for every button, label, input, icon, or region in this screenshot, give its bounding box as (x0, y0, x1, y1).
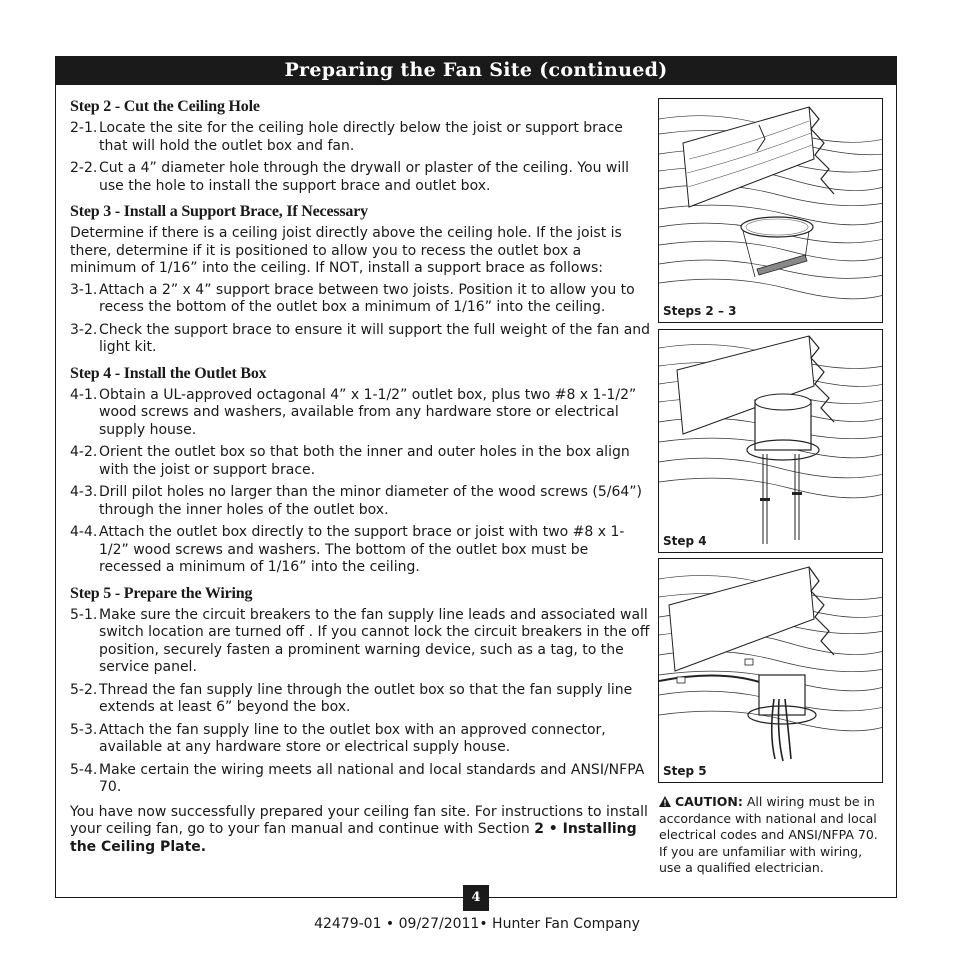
item-number: 2-1. (70, 120, 98, 136)
item-text: Attach the outlet box directly to the support brace or joist with two #8 x 1-1/2” wood screws and washers. The bottom of the outlet box must be recessed a minimum of 1/16” into the ceiling. (99, 524, 625, 575)
caution-label: CAUTION: (674, 794, 743, 809)
figure-label: Steps 2 – 3 (663, 304, 737, 318)
item-text: Locate the site for the ceiling hole directly below the joist or support brace that will hold the outlet box and fan. (99, 120, 623, 154)
list-item (70, 524, 652, 577)
item-number: 5-1. (70, 606, 98, 623)
item-text: Make sure the circuit breakers to the fan supply line leads and associated wall switch location are turned off . If you cannot lock the circuit breakers in the off position, securely fasten a prominent warning device, such as a tag, to the service panel. (99, 606, 650, 675)
item-number: 5-4. (70, 761, 98, 778)
item-text: Thread the fan supply line through the outlet box so that the fan supply line extends at least 6” beyond the box. (99, 681, 633, 715)
list-item (70, 322, 652, 357)
item-text: Attach a 2” x 4” support brace between two joists. Position it to allow you to recess the bottom of the outlet box a minimum of 1/16” into the ceiling. (99, 281, 635, 315)
item-text: Make certain the wiring meets all national and local standards and ANSI/NFPA 70. (99, 761, 645, 795)
item-text: Obtain a UL-approved octagonal 4” x 1-1/2” outlet box, plus two #8 x 1-1/2” wood screws and washers, available from any hardware store or electrical supply house. (99, 386, 637, 438)
step-5-section (70, 584, 652, 797)
list-item (70, 484, 652, 519)
item-text: Attach the fan supply line to the outlet box with an approved connector, available at any hardware store or electrical supply house. (99, 721, 606, 755)
figure-step-5 (658, 558, 883, 783)
warning-triangle-icon (659, 796, 671, 807)
step-4-heading: Step 4 - Install the Outlet Box (70, 364, 267, 382)
step-3-heading: Step 3 - Install a Support Brace, If Necessary (70, 203, 368, 220)
list-item (70, 762, 652, 797)
page-number: 4 (463, 885, 489, 911)
step-3-section (70, 202, 652, 357)
item-number: 3-1. (70, 281, 98, 298)
closing-paragraph (70, 804, 652, 857)
figure-step-4 (658, 329, 883, 553)
list-item (70, 607, 652, 677)
item-number: 4-4. (70, 524, 98, 540)
closing-text: You have now successfully prepared your ceiling fan site. For instructions to install your ceiling fan, go to your fan manual and continue with Section (70, 803, 648, 837)
list-item (70, 722, 652, 757)
item-text: Drill pilot holes no larger than the minor diameter of the wood screws (5/64”) through the inner holes of the outlet box. (99, 484, 643, 518)
item-number: 4-3. (70, 484, 98, 500)
list-item (70, 282, 652, 317)
list-item (70, 682, 652, 717)
item-text: Cut a 4” diameter hole through the drywall or plaster of the ceiling. You will use the hole to install the support brace and outlet box. (99, 160, 630, 194)
list-item (70, 120, 652, 155)
ceiling-hole-illustration (659, 99, 883, 323)
item-number: 3-2. (70, 321, 98, 338)
item-number: 5-2. (70, 681, 98, 698)
item-number: 5-3. (70, 721, 98, 738)
step-3-intro: Determine if there is a ceiling joist directly above the ceiling hole. If the joist is there, determine if it is positioned to allow you to recess the outlet box a minimum of 1/16” into the ceiling. If NOT, install a support brace as follows: (70, 225, 622, 276)
item-number: 4-2. (70, 444, 98, 460)
figure-label: Step 5 (663, 764, 707, 778)
item-text: Orient the outlet box so that both the inner and outer holes in the box align with the joist or support brace. (99, 444, 630, 478)
figure-label: Step 4 (663, 534, 707, 548)
instructions-column (70, 97, 652, 860)
footer: 42479-01 • 09/27/2011• Hunter Fan Company (314, 916, 640, 932)
page-title: Preparing the Fan Site (continued) (55, 56, 897, 85)
item-number: 4-1. (70, 386, 98, 403)
wiring-illustration (659, 559, 883, 783)
item-number: 2-2. (70, 160, 98, 176)
step-5-heading: Step 5 - Prepare the Wiring (70, 584, 253, 602)
step-2-heading: Step 2 - Cut the Ceiling Hole (70, 98, 260, 115)
step-2-section (70, 97, 652, 195)
step-4-section (70, 364, 652, 577)
list-item (70, 444, 652, 479)
list-item (70, 387, 652, 440)
outlet-box-illustration (659, 330, 883, 553)
figure-steps-2-3 (658, 98, 883, 323)
item-text: Check the support brace to ensure it will support the full weight of the fan and light kit. (99, 321, 651, 355)
caution-note (659, 794, 887, 877)
closing-section-reference: 2 • Installing the Ceiling Plate. (70, 821, 637, 855)
caution-text: All wiring must be in accordance with national and local electrical codes and ANSI/NFPA 70. If you are unfamiliar with wiring, use a qualified electrician. (659, 794, 878, 875)
list-item (70, 160, 652, 195)
